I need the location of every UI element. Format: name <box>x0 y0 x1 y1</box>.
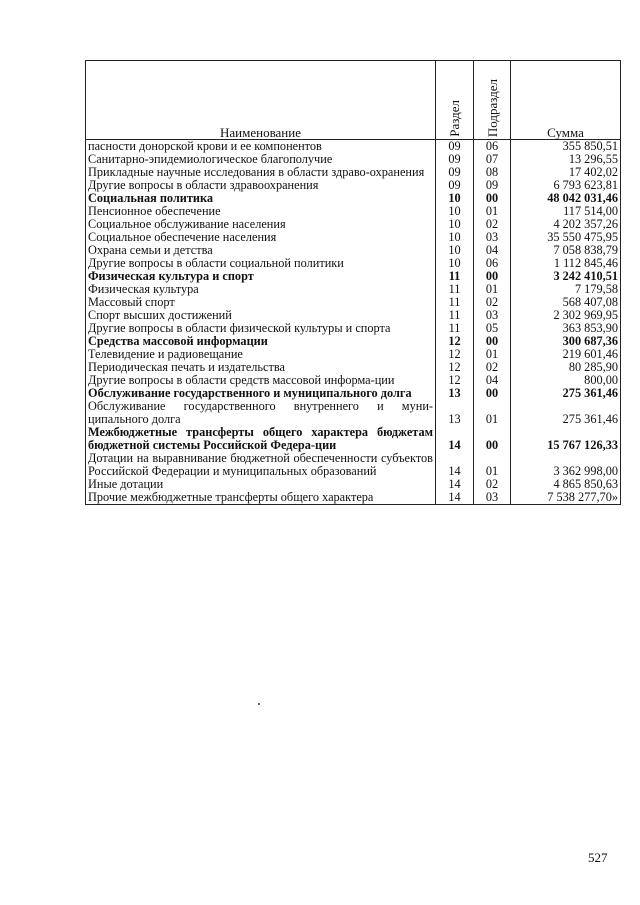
row-name: Санитарно-эпидемиологическое благополучие <box>86 153 436 166</box>
header-name: Наименование <box>86 61 436 140</box>
row-subsection: 01 <box>474 348 511 361</box>
row-name: Социальное обслуживание населения <box>86 218 436 231</box>
row-subsection: 04 <box>474 374 511 387</box>
row-sum: 117 514,00 <box>511 205 621 218</box>
row-name: Прикладные научные исследования в области здраво-охранения <box>86 166 436 179</box>
row-section: 10 <box>436 244 474 257</box>
header-sum: Сумма <box>511 61 621 140</box>
row-section: 14 <box>436 426 474 452</box>
row-section: 10 <box>436 205 474 218</box>
row-subsection: 08 <box>474 166 511 179</box>
row-subsection: 03 <box>474 491 511 505</box>
row-sum: 13 296,55 <box>511 153 621 166</box>
row-name: Охрана семьи и детства <box>86 244 436 257</box>
header-subsection <box>474 61 511 140</box>
row-name: Пенсионное обеспечение <box>86 205 436 218</box>
row-sum: 300 687,36 <box>511 335 621 348</box>
row-section: 11 <box>436 296 474 309</box>
row-sum: 80 285,90 <box>511 361 621 374</box>
header-section-label: Раздел <box>447 100 462 137</box>
row-sum: 6 793 623,81 <box>511 179 621 192</box>
row-section: 10 <box>436 218 474 231</box>
row-name: Другие вопросы в области социальной политики <box>86 257 436 270</box>
row-section: 11 <box>436 270 474 283</box>
row-name: Периодическая печать и издательства <box>86 361 436 374</box>
row-section: 14 <box>436 452 474 478</box>
row-subsection: 06 <box>474 257 511 270</box>
row-sum: 2 302 969,95 <box>511 309 621 322</box>
table-body <box>86 140 621 505</box>
row-name: Средства массовой информации <box>86 335 436 348</box>
table-header <box>86 61 621 140</box>
row-subsection: 09 <box>474 179 511 192</box>
row-name: Обслуживание государственного внутреннего и муни-ципального долга <box>86 400 436 426</box>
row-subsection: 01 <box>474 205 511 218</box>
row-subsection: 02 <box>474 218 511 231</box>
row-sum: 355 850,51 <box>511 140 621 154</box>
row-name: Физическая культура и спорт <box>86 270 436 283</box>
row-sum: 17 402,02 <box>511 166 621 179</box>
row-section: 14 <box>436 491 474 505</box>
row-name: пасности донорской крови и ее компонентов <box>86 140 436 154</box>
row-section: 14 <box>436 478 474 491</box>
row-section: 11 <box>436 322 474 335</box>
row-section: 10 <box>436 231 474 244</box>
row-section: 13 <box>436 387 474 400</box>
table-row <box>86 140 621 154</box>
row-subsection: 01 <box>474 400 511 426</box>
row-sum: 7 179,58 <box>511 283 621 296</box>
row-sum: 15 767 126,33 <box>511 426 621 452</box>
row-section: 09 <box>436 166 474 179</box>
row-section: 13 <box>436 400 474 426</box>
row-sum: 275 361,46 <box>511 400 621 426</box>
row-subsection: 06 <box>474 140 511 154</box>
row-sum: 4 202 357,26 <box>511 218 621 231</box>
row-subsection: 07 <box>474 153 511 166</box>
row-sum: 363 853,90 <box>511 322 621 335</box>
row-subsection: 00 <box>474 335 511 348</box>
row-sum: 219 601,46 <box>511 348 621 361</box>
row-section: 12 <box>436 348 474 361</box>
header-subsection-label: Подраздел <box>484 78 500 137</box>
page-number: 527 <box>588 850 608 865</box>
row-sum: 3 362 998,00 <box>511 452 621 478</box>
row-subsection: 02 <box>474 478 511 491</box>
row-sum: 7 538 277,70» <box>511 491 621 505</box>
row-name: Физическая культура <box>86 283 436 296</box>
row-section: 09 <box>436 179 474 192</box>
row-name: Межбюджетные трансферты общего характера бюджетам бюджетной системы Российской Федера-ции <box>86 426 436 452</box>
row-subsection: 03 <box>474 231 511 244</box>
row-sum: 48 042 031,46 <box>511 192 621 205</box>
row-subsection: 02 <box>474 361 511 374</box>
row-section: 12 <box>436 335 474 348</box>
row-subsection: 01 <box>474 452 511 478</box>
row-section: 11 <box>436 283 474 296</box>
row-name: Другие вопросы в области средств массовой информа-ции <box>86 374 436 387</box>
row-subsection: 01 <box>474 283 511 296</box>
row-name: Телевидение и радиовещание <box>86 348 436 361</box>
row-name: Другие вопросы в области физической культуры и спорта <box>86 322 436 335</box>
row-subsection: 02 <box>474 296 511 309</box>
row-sum: 4 865 850,63 <box>511 478 621 491</box>
row-name: Социальная политика <box>86 192 436 205</box>
row-sum: 7 058 838,79 <box>511 244 621 257</box>
table-row <box>86 426 621 452</box>
budget-table <box>85 60 621 505</box>
table-row <box>86 452 621 478</box>
row-sum: 35 550 475,95 <box>511 231 621 244</box>
row-sum: 275 361,46 <box>511 387 621 400</box>
row-sum: 3 242 410,51 <box>511 270 621 283</box>
row-name: Другие вопросы в области здравоохранения <box>86 179 436 192</box>
row-name: Спорт высших достижений <box>86 309 436 322</box>
row-sum: 568 407,08 <box>511 296 621 309</box>
row-section: 10 <box>436 257 474 270</box>
row-name: Социальное обеспечение населения <box>86 231 436 244</box>
table-row <box>86 491 621 505</box>
header-section <box>436 61 474 140</box>
row-subsection: 00 <box>474 387 511 400</box>
table-row <box>86 400 621 426</box>
row-name: Иные дотации <box>86 478 436 491</box>
row-section: 10 <box>436 192 474 205</box>
row-subsection: 04 <box>474 244 511 257</box>
row-subsection: 03 <box>474 309 511 322</box>
row-name: Массовый спорт <box>86 296 436 309</box>
row-section: 09 <box>436 140 474 154</box>
row-name: Прочие межбюджетные трансферты общего характера <box>86 491 436 505</box>
row-subsection: 05 <box>474 322 511 335</box>
row-sum: 1 112 845,46 <box>511 257 621 270</box>
row-sum: 800,00 <box>511 374 621 387</box>
row-section: 09 <box>436 153 474 166</box>
row-section: 12 <box>436 374 474 387</box>
row-section: 11 <box>436 309 474 322</box>
row-subsection: 00 <box>474 192 511 205</box>
row-subsection: 00 <box>474 270 511 283</box>
row-name: Обслуживание государственного и муниципального долга <box>86 387 436 400</box>
row-subsection: 00 <box>474 426 511 452</box>
row-name: Дотации на выравнивание бюджетной обеспеченности субъектов Российской Федерации и муниципальных образований <box>86 452 436 478</box>
stray-dot <box>258 703 260 705</box>
row-section: 12 <box>436 361 474 374</box>
